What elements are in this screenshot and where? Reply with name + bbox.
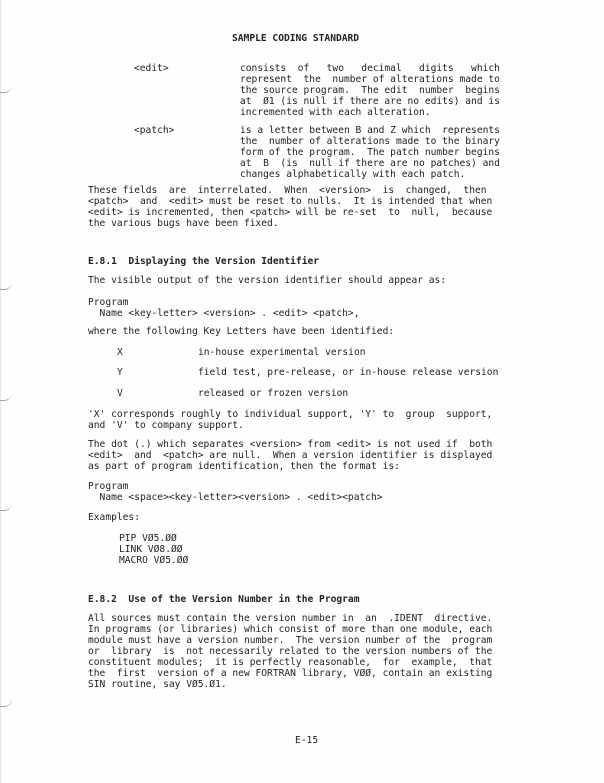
margin-mark xyxy=(0,390,12,401)
example-line: LINK VØ8.ØØ xyxy=(119,544,183,555)
def-edit-line: the source program. The edit number begins xyxy=(240,85,500,96)
para-line: as part of program identification, then the format is: xyxy=(88,461,400,472)
def-edit-line: incremented with each alteration. xyxy=(240,107,431,118)
para-line: the various bugs have been fixed. xyxy=(88,218,279,229)
format-line: Program xyxy=(88,297,129,308)
format-line: Name <key-letter> <version> . <edit> <patch>, xyxy=(88,308,360,319)
def-term-patch: <patch> xyxy=(134,125,175,136)
def-edit-line: represent the number of alterations made to xyxy=(240,74,500,85)
para-line: <edit> and <patch> are null. When a version identifier is displayed xyxy=(88,450,493,461)
key-letter-desc: released or frozen version xyxy=(198,388,349,399)
section-intro: The visible output of the version identifier should appear as: xyxy=(88,275,447,286)
example-line: PIP VØ5.ØØ xyxy=(119,533,177,544)
def-patch-line: at B (is null if there are no patches) and xyxy=(240,158,500,169)
key-letter: V xyxy=(117,388,123,399)
para-line: or library is not necessarily related to the version numbers of the xyxy=(88,646,493,657)
def-patch-line: the number of alterations made to the binary xyxy=(240,136,500,147)
para-line: 'X' corresponds roughly to individual support, 'Y' to group support, xyxy=(88,409,493,420)
def-patch-line: is a letter between B and Z which represents xyxy=(240,125,500,136)
para-line: In programs (or libraries) which consist of more than one module, each xyxy=(88,624,493,635)
key-letter: X xyxy=(117,347,123,358)
format-line: Program xyxy=(88,481,129,492)
format-line: Name <space><key-letter><version> . <edit><patch> xyxy=(88,492,383,503)
def-term-edit: <edit> xyxy=(134,63,169,74)
para-line: where the following Key Letters have been identified: xyxy=(88,326,395,337)
margin-mark xyxy=(0,279,12,290)
page-number: E-15 xyxy=(295,735,319,746)
margin-mark xyxy=(0,500,12,511)
section-title: E.8.1 Displaying the Version Identifier xyxy=(88,256,320,267)
para-line: module must have a version number. The version number of the program xyxy=(88,635,493,646)
page-header: SAMPLE CODING STANDARD xyxy=(232,33,360,44)
para-line: These fields are interrelated. When <version> is changed, then xyxy=(88,185,487,196)
def-patch-line: changes alphabetically with each patch. xyxy=(240,169,466,180)
margin-mark xyxy=(0,696,12,707)
para-line: the first version of a new FORTRAN library, VØØ, contain an existing xyxy=(88,668,493,679)
para-line: SIN routine, say VØ5.Ø1. xyxy=(88,679,227,690)
para-line: and 'V' to company support. xyxy=(88,420,244,431)
para-line: constituent modules; it is perfectly reasonable, for example, that xyxy=(88,657,493,668)
def-edit-line: consists of two decimal digits which xyxy=(240,63,500,74)
examples-label: Examples: xyxy=(88,512,140,523)
para-line: The dot (.) which separates <version> from <edit> is not used if both xyxy=(88,439,493,450)
para-line: <edit> is incremented, then <patch> will be re-set to null, because xyxy=(88,207,493,218)
key-letter-desc: in-house experimental version xyxy=(198,347,366,358)
def-edit-line: at Ø1 (is null if there are no edits) and is xyxy=(240,96,500,107)
para-line: All sources must contain the version number in an .IDENT directive. xyxy=(88,613,493,624)
key-letter: Y xyxy=(117,367,123,378)
key-letter-desc: field test, pre-release, or in-house release version xyxy=(198,367,499,378)
margin-mark xyxy=(0,82,12,93)
def-patch-line: form of the program. The patch number begins xyxy=(240,147,500,158)
example-line: MACRO VØ5.ØØ xyxy=(119,555,189,566)
section-title: E.8.2 Use of the Version Number in the Program xyxy=(88,594,360,605)
para-line: <patch> and <edit> must be reset to nulls. It is intended that when xyxy=(88,196,493,207)
